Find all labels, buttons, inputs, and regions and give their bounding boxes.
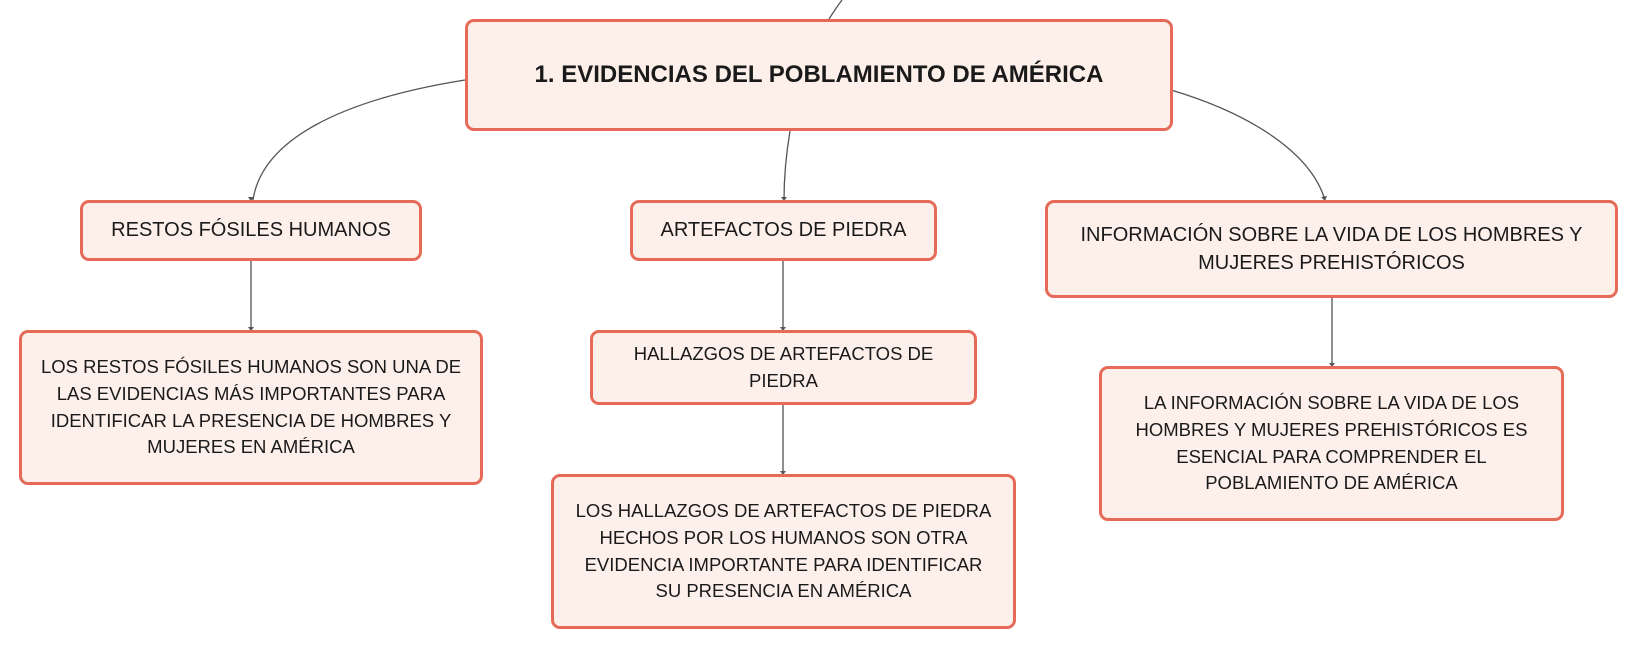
topic-node-fossil-remains[interactable] [80,200,422,261]
connector-root-to-fossils [253,80,465,200]
connector-root-to-info [1171,90,1325,200]
topic-label: RESTOS FÓSILES HUMANOS [111,219,391,242]
subtopic-label: LA INFORMACIÓN SOBRE LA VIDA DE LOS HOMBRES Y MUJERES PREHISTÓRICOS ES ESENCIAL PARA COMPRENDER EL POBLAMIENTO DE AMÉRICA [1135,391,1528,494]
topic-node-prehistoric-life-info[interactable] [1045,200,1618,298]
topic-label: ARTEFACTOS DE PIEDRA [660,219,907,242]
subtopic-label: HALLAZGOS DE ARTEFACTOS DE PIEDRA [633,342,934,391]
subtopic-node-fossil-evidence[interactable] [19,330,483,485]
subtopic-node-stone-evidence[interactable] [551,474,1016,629]
subtopic-label: LOS HALLAZGOS DE ARTEFACTOS DE PIEDRA HECHOS POR LOS HUMANOS SON OTRA EVIDENCIA IMPORTANTE PARA IDENTIFICAR SU PRESENCIA EN AMÉRICA [575,499,992,602]
root-topic-label: 1. EVIDENCIAS DEL POBLAMIENTO DE AMÉRICA [534,60,1104,88]
subtopic-label: LOS RESTOS FÓSILES HUMANOS SON UNA DE LAS EVIDENCIAS MÁS IMPORTANTES PARA IDENTIFICAR LA PRESENCIA DE HOMBRES Y MUJERES EN AMÉRICA [40,355,462,458]
connector-root-to-stone [784,131,790,200]
subtopic-node-prehistoric-life-detail[interactable] [1099,366,1564,521]
connector-parent-link [829,0,842,19]
topic-node-stone-artifacts[interactable] [630,200,937,261]
root-topic-node[interactable] [465,19,1173,131]
topic-label: INFORMACIÓN SOBRE LA VIDA DE LOS HOMBRES Y MUJERES PREHISTÓRICOS [1080,223,1583,274]
subtopic-node-stone-findings[interactable] [590,330,977,405]
